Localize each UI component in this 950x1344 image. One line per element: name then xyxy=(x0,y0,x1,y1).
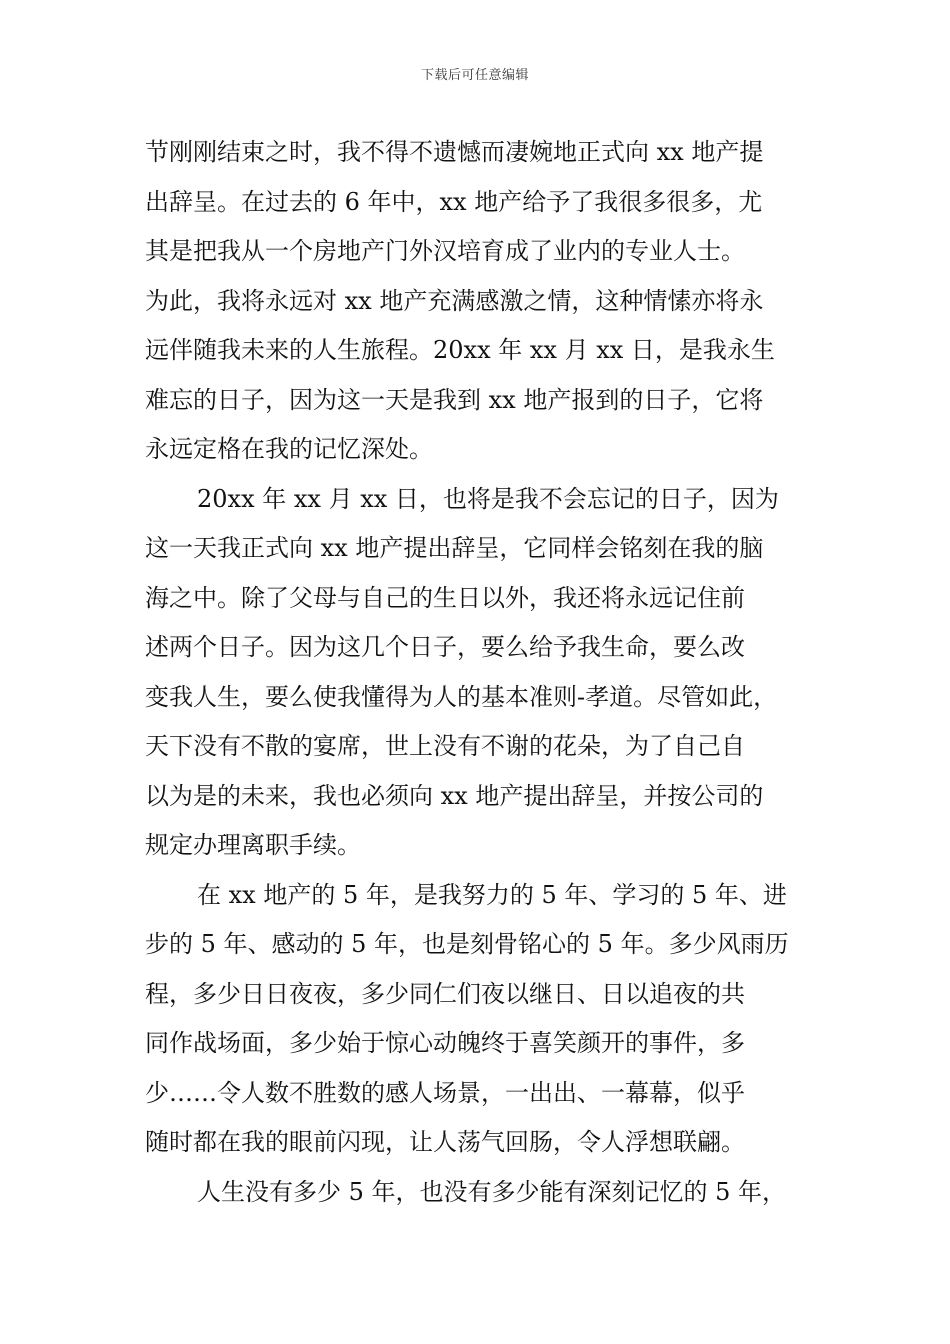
text-line: 变我人生，要么使我懂得为人的基本准则-孝道。尽管如此， xyxy=(145,682,778,711)
text-line: 节刚刚结束之时，我不得不遗憾而凄婉地正式向 xx 地产提 xyxy=(145,138,764,166)
text-line: 这一天我正式向 xx 地产提出辞呈，它同样会铭刻在我的脑 xyxy=(145,534,764,562)
text-line: 随时都在我的眼前闪现，让人荡气回肠，令人浮想联翩。 xyxy=(145,1128,745,1156)
text-line: 同作战场面，多少始于惊心动魄终于喜笑颜开的事件，多 xyxy=(145,1029,745,1057)
text-line: 出辞呈。在过去的 6 年中，xx 地产给予了我很多很多，尤 xyxy=(145,187,763,216)
text-line: 述两个日子。因为这几个日子，要么给予我生命，要么改 xyxy=(145,633,745,661)
page-header: 下载后可任意编辑 xyxy=(420,68,529,83)
text-line: 以为是的未来，我也必须向 xx 地产提出辞呈，并按公司的 xyxy=(145,781,764,810)
text-line: 少……令人数不胜数的感人场景，一出出、一幕幕，似乎 xyxy=(145,1078,745,1107)
text-line: 海之中。除了父母与自己的生日以外，我还将永远记住前 xyxy=(145,583,745,612)
text-line: 远伴随我未来的人生旅程。20xx 年 xx 月 xx 日，是我永生 xyxy=(145,336,775,364)
text-line: 步的 5 年、感动的 5 年，也是刻骨铭心的 5 年。多少风雨历 xyxy=(145,930,789,958)
document-body xyxy=(145,128,825,1217)
text-line: 程，多少日日夜夜，多少同仁们夜以继日、日以追夜的共 xyxy=(145,979,745,1008)
text-line: 在 xx 地产的 5 年，是我努力的 5 年、学习的 5 年、进 xyxy=(197,880,787,909)
text-line: 规定办理离职手续。 xyxy=(145,831,361,859)
text-line: 永远定格在我的记忆深处。 xyxy=(145,435,433,463)
text-line: 天下没有不散的宴席，世上没有不谢的花朵，为了自己自 xyxy=(145,732,745,760)
text-line: 难忘的日子，因为这一天是我到 xx 地产报到的日子，它将 xyxy=(145,385,764,414)
text-line: 为此，我将永远对 xx 地产充满感激之情，这种情愫亦将永 xyxy=(145,286,764,315)
text-line: 人生没有多少 5 年，也没有多少能有深刻记忆的 5 年， xyxy=(197,1177,787,1206)
text-line: 其是把我从一个房地产门外汉培育成了业内的专业人士。 xyxy=(145,237,745,265)
text-line: 20xx 年 xx 月 xx 日，也将是我不会忘记的日子，因为 xyxy=(197,484,779,513)
